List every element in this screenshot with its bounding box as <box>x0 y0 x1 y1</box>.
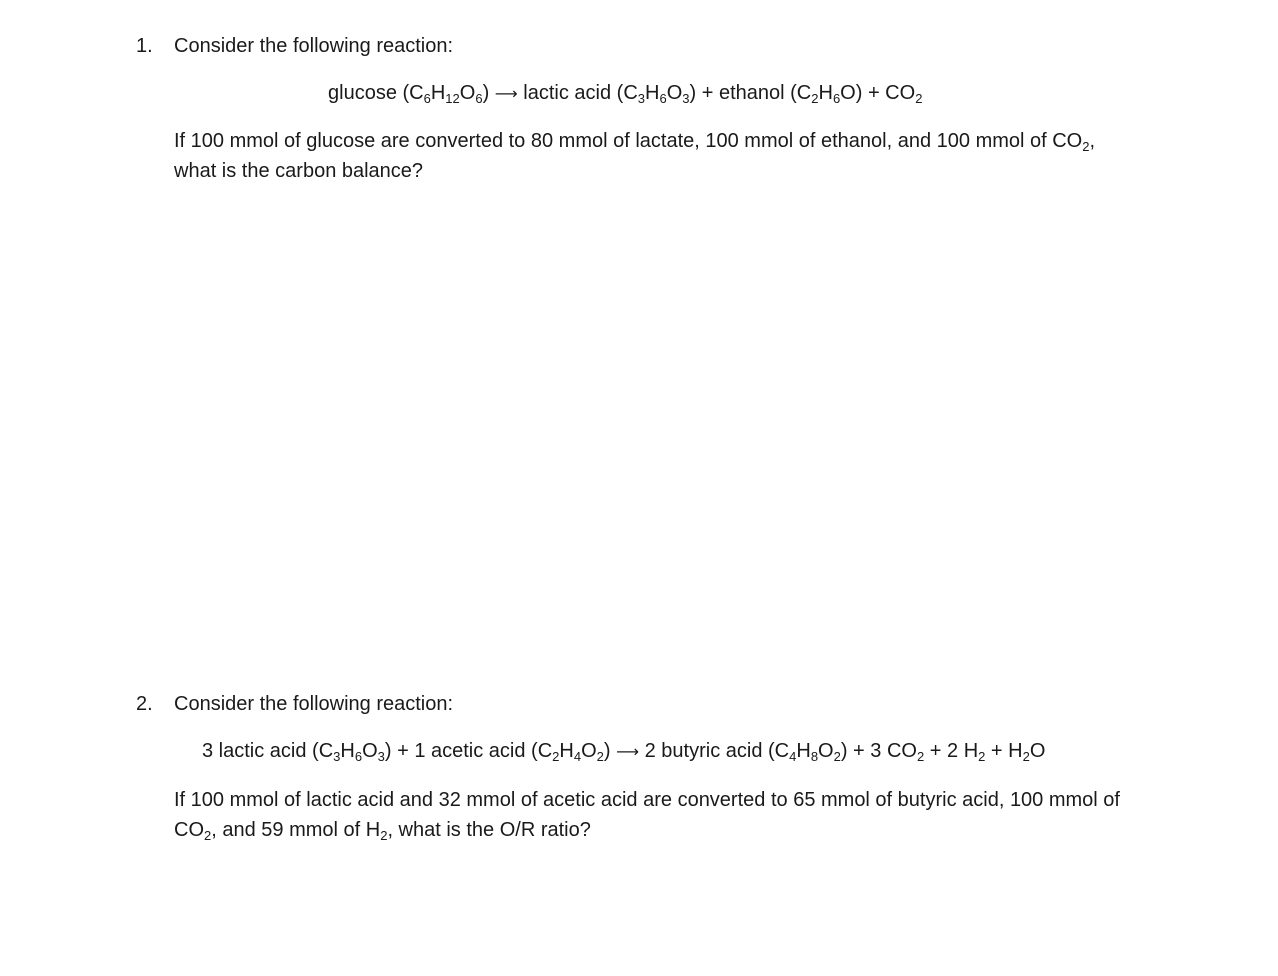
question-1-heading: Consider the following reaction: <box>174 35 454 57</box>
question-2-prompt: If 100 mmol of lactic acid and 32 mmol of acetic acid are converted to 65 mmol of butyric acid, 100 mmol of $CO_2$, and 59 mmol of $H_2$, what is the O/R ratio? <box>174 789 1120 843</box>
question-2-number: 2. <box>136 693 153 715</box>
question-2-heading: Consider the following reaction: <box>174 693 454 715</box>
question-1-prompt: If 100 mmol of glucose are converted to 80 mmol of lactate, 100 mmol of ethanol, and 100 mmol of $CO_2$, what is the carbon balance? <box>174 130 1096 182</box>
question-2-equation: 3 lactic acid $(C_3H_6O_3) + 1$ acetic acid $(C_2H_4O_2)$ ⟶ 2 butyric acid $(C_4H_8O_2) + 3$ $CO_2 + 2$ $H_2 + H_2O$ <box>202 740 1046 764</box>
question-1-equation: glucose $(C_6H_{12}O_6)$ ⟶ lactic acid $(C_3H_6O_3)$ + ethanol $(C_2H_6O) + CO_2$ <box>328 82 923 106</box>
reaction-arrow-icon: ⟶ <box>616 742 640 761</box>
reaction-arrow-icon: ⟶ <box>494 84 518 103</box>
question-1-number: 1. <box>136 35 153 57</box>
